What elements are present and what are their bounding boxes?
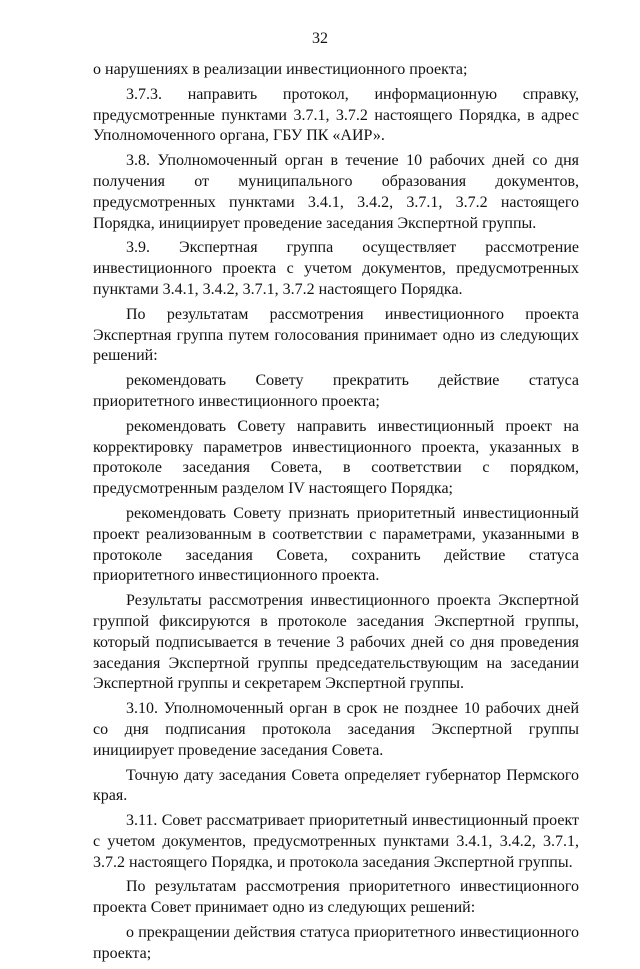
paragraph: Точную дату заседания Совета определяет губернатор Пермского края. [93,766,579,805]
paragraph: 3.10. Уполномоченный орган в срок не позднее 10 рабочих дней со дня подписания протокола заседания Экспертной группы инициирует проведение заседания Совета. [93,700,579,759]
paragraph: По результатам рассмотрения приоритетного инвестиционного проекта Совет принимает одно из следующих решений: [93,878,579,917]
paragraph: 3.7.3. направить протокол, информационную справку, предусмотренные пунктами 3.7.1, 3.7.2 настоящего Порядка, в адрес Уполномоченного органа, ГБУ ПК «АИР». [93,85,579,145]
page-number: 32 [312,30,328,47]
paragraph: рекомендовать Совету направить инвестиционный проект на корректировку параметров инвестиционного проекта, указанных в протоколе заседания Совета, в соответствии с порядком, предусмотренным разделом IV настоящего Порядка; [93,417,579,498]
paragraph: Результаты рассмотрения инвестиционного проекта Экспертной группой фиксируются в протоколе заседания Экспертной группы, который подписывается в течение 3 рабочих дней со дня проведения заседания Экспертной группы председательствующим на заседании Экспертной группы и секретарем Экспертной группы. [93,592,579,693]
paragraph: о нарушениях в реализации инвестиционного проекта; [93,61,468,78]
paragraph: рекомендовать Совету признать приоритетный инвестиционный проект реализованным в соответствии с параметрами, указанными в протоколе заседания Совета, сохранить действие статуса приоритетного инвестиционного проекта. [93,504,579,585]
paragraph: о прекращении действия статуса приоритетного инвестиционного проекта; [93,924,579,962]
paragraph: 3.9. Экспертная группа осуществляет рассмотрение инвестиционного проекта с учетом документов, предусмотренных пунктами 3.4.1, 3.4.2, 3.7.1, 3.7.2 настоящего Порядка. [93,239,579,298]
paragraph: 3.8. Уполномоченный орган в течение 10 рабочих дней со дня получения от муниципального образования документов, предусмотренных пунктами 3.4.1, 3.4.2, 3.7.1, 3.7.2 настоящего Порядка, инициирует проведение заседания Экспертной группы. [93,152,579,232]
document-body [93,60,579,969]
paragraph: По результатам рассмотрения инвестиционного проекта Экспертная группа путем голосования принимает одно из следующих решений: [93,305,579,365]
paragraph: 3.11. Совет рассматривает приоритетный инвестиционный проект с учетом документов, предусмотренных пунктами 3.4.1, 3.4.2, 3.7.1, 3.7.2 настоящего Порядка, и протокола заседания Экспертной группы. [93,812,579,871]
paragraph: рекомендовать Совету прекратить действие статуса приоритетного инвестиционного проекта; [93,372,579,410]
